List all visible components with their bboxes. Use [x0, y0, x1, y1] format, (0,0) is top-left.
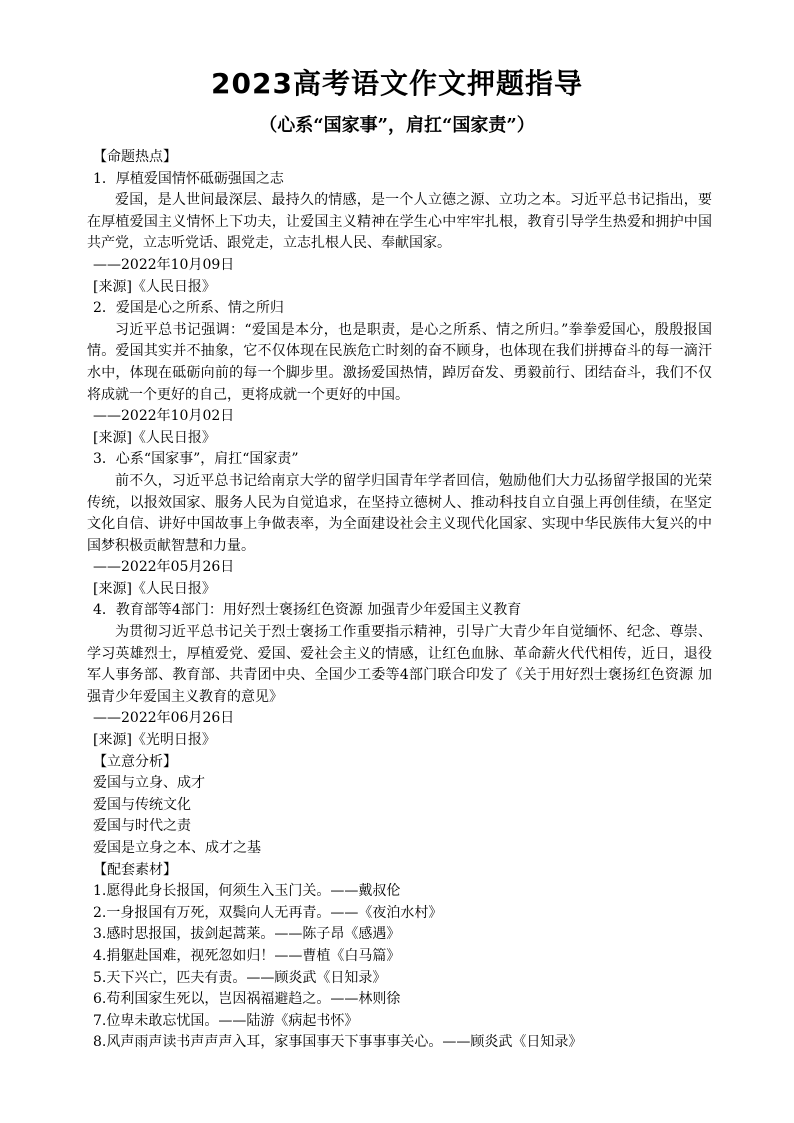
item-3-date: ——2022年05月26日	[93, 559, 235, 576]
item-1-body: 爱国，是人世间最深层、最持久的情感，是一个人立德之源、立功之本。习近平总书记指出，要在厚植爱国主义情怀上下功夫，让爱国主义精神在学生心中牢牢扎根，教育引导学生热爱和拥护中国共产党，立志听党话、跟党走，立志扎根人民、奉献国家。	[87, 192, 712, 252]
analysis-item: 爱国是立身之本、成才之基	[93, 840, 261, 856]
item-3-heading: 3．心系“国家事”，肩扛“国家责”	[93, 451, 299, 468]
analysis-item: 爱国与时代之责	[93, 818, 191, 835]
analysis-item: 爱国与立身、成才	[93, 775, 205, 792]
material-item: 6.苟利国家生死以，岂因祸福避趋之。——林则徐	[93, 991, 401, 1008]
item-3-body: 前不久，习近平总书记给南京大学的留学归国青年学者回信，勉励他们大力弘扬留学报国的光荣传统，以报效国家、服务人民为自觉追求，在坚持立德树人、推动科技自立自强上再创佳绩，在坚定文化自信、讲好中国故事上争做表率，为全面建设社会主义现代化国家、实现中华民族伟大复兴的中国梦积极贡献智慧和力量。	[87, 472, 712, 554]
page-subtitle: （心系“国家事”，肩扛“国家责”）	[259, 115, 535, 136]
section-heading-materials: 【配套素材】	[93, 861, 177, 878]
material-item: 1.愿得此身长报国，何须生入玉门关。——戴叔伦	[93, 883, 401, 900]
item-3-source: [来源]《人民日报》	[93, 580, 216, 597]
material-item: 8.风声雨声读书声声声入耳，家事国事天下事事事关心。——顾炎武《日知录》	[93, 1034, 583, 1051]
document-body	[87, 147, 712, 1054]
material-item: 2.一身报国有万死，双鬓向人无再青。——《夜泊水村》	[93, 904, 443, 921]
item-4-date: ——2022年06月26日	[93, 710, 235, 727]
item-1-heading: 1．厚植爱国情怀砥砺强国之志	[93, 170, 284, 187]
item-1-source: [来源]《人民日报》	[93, 278, 216, 295]
section-heading-analysis: 【立意分析】	[93, 753, 177, 770]
item-4-body: 为贯彻习近平总书记关于烈士褒扬工作重要指示精神，引导广大青少年自觉缅怀、纪念、尊崇、学习英雄烈士，厚植爱党、爱国、爱社会主义的情感，让红色血脉、革命薪火代代相传，近日，退役军人事务部、教育部、共青团中央、全国少工委等4部门联合印发了《关于用好烈士褒扬红色资源 加强青少年爱国主义教育的意见》	[87, 624, 712, 705]
page-title: 2023高考语文作文押题指导	[211, 67, 583, 100]
material-item: 7.位卑未敢忘忧国。——陆游《病起书怀》	[93, 1012, 359, 1029]
material-item: 4.捐躯赴国难，视死忽如归！——曹植《白马篇》	[93, 947, 401, 964]
material-item: 5.天下兴亡，匹夫有责。——顾炎武《日知录》	[93, 969, 387, 986]
item-1-date: ——2022年10月09日	[93, 256, 235, 273]
item-2-body: 习近平总书记强调：“爱国是本分，也是职责，是心之所系、情之所归。”拳拳爱国心，殷殷报国情。爱国其实并不抽象，它不仅体现在民族危亡时刻的奋不顾身，也体现在我们拼搏奋斗的每一滴汗水中，体现在砥砺向前的每一个脚步里。激扬爱国热情，踔厉奋发、勇毅前行、团结奋斗，我们不仅将成就一个更好的自己，更将成就一个更好的中国。	[87, 321, 712, 403]
item-4-source: [来源]《光明日报》	[93, 732, 216, 749]
item-4-heading: 4．教育部等4部门：用好烈士褒扬红色资源 加强青少年爱国主义教育	[93, 602, 522, 619]
material-item: 3.感时思报国，拔剑起蒿莱。——陈子昂《感遇》	[93, 926, 401, 943]
section-heading-hot: 【命题热点】	[93, 149, 177, 165]
analysis-item: 爱国与传统文化	[93, 796, 191, 813]
item-2-date: ——2022年10月02日	[93, 408, 235, 425]
item-2-source: [来源]《人民日报》	[93, 429, 216, 446]
item-2-heading: 2．爱国是心之所系、情之所归	[93, 300, 284, 317]
